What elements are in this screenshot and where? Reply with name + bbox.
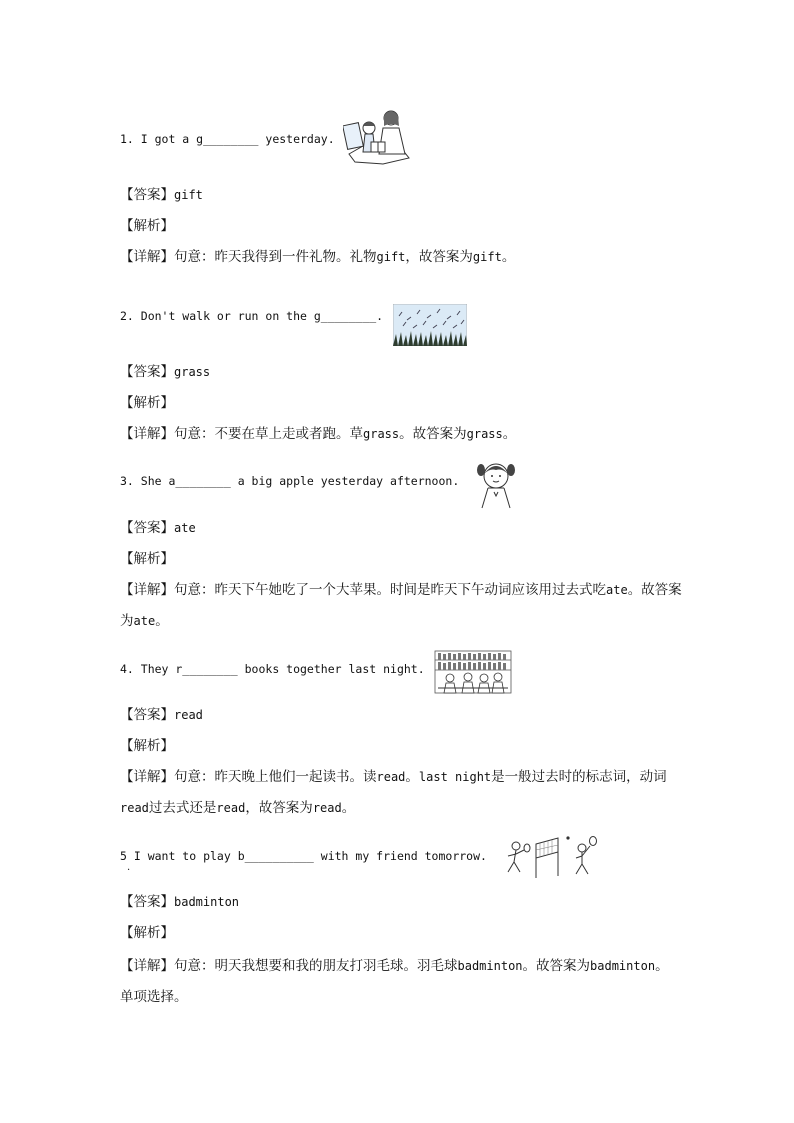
detail-2: 【详解】句意：不要在草上走或者跑。草grass。故答案为grass。 [120, 426, 517, 442]
detail-5: 【详解】句意：明天我想要和我的朋友打羽毛球。羽毛球badminton。故答案为badminton。 [120, 958, 669, 974]
analysis-3: 【解析】 [120, 551, 174, 567]
answer-3: 【答案】ate [120, 520, 196, 536]
answer-4: 【答案】read [120, 707, 203, 723]
answer-5: 【答案】badminton [120, 894, 240, 910]
detail-3: 【详解】句意：昨天下午她吃了一个大苹果。时间是昨天下午动词应该用过去式吃ate。故答案为ate。 [120, 582, 682, 629]
badminton-picture [500, 830, 602, 880]
question-1: 1. I got a g________ yesterday. [120, 132, 335, 146]
question-2: 2. Don't walk or run on the g________. [120, 309, 384, 323]
mother-child-gift-picture [343, 104, 413, 166]
question-5: 5 I want to play b__________ with my friend tomorrow. [120, 849, 487, 863]
analysis-5: 【解析】 [120, 925, 174, 941]
closing-text: 单项选择。 [120, 989, 188, 1005]
stray-dot: . [127, 862, 131, 873]
analysis-4: 【解析】 [120, 738, 174, 754]
detail-4: 【详解】句意：昨天晚上他们一起读书。读read。last night是一般过去时的标志词，动词read过去式还是read，故答案为read。 [120, 769, 667, 816]
question-4: 4. They r________ books together last night. [120, 662, 425, 676]
answer-1: 【答案】gift [120, 187, 203, 203]
grass-picture [393, 304, 467, 346]
answer-2: 【答案】grass [120, 364, 211, 380]
question-3: 3. She a________ a big apple yesterday afternoon. [120, 474, 460, 488]
detail-1: 【详解】句意：昨天我得到一件礼物。礼物gift，故答案为gift。 [120, 249, 516, 265]
reading-students-picture [434, 650, 512, 694]
analysis-2: 【解析】 [120, 395, 174, 411]
girl-picture [472, 458, 522, 510]
analysis-1: 【解析】 [120, 218, 174, 234]
